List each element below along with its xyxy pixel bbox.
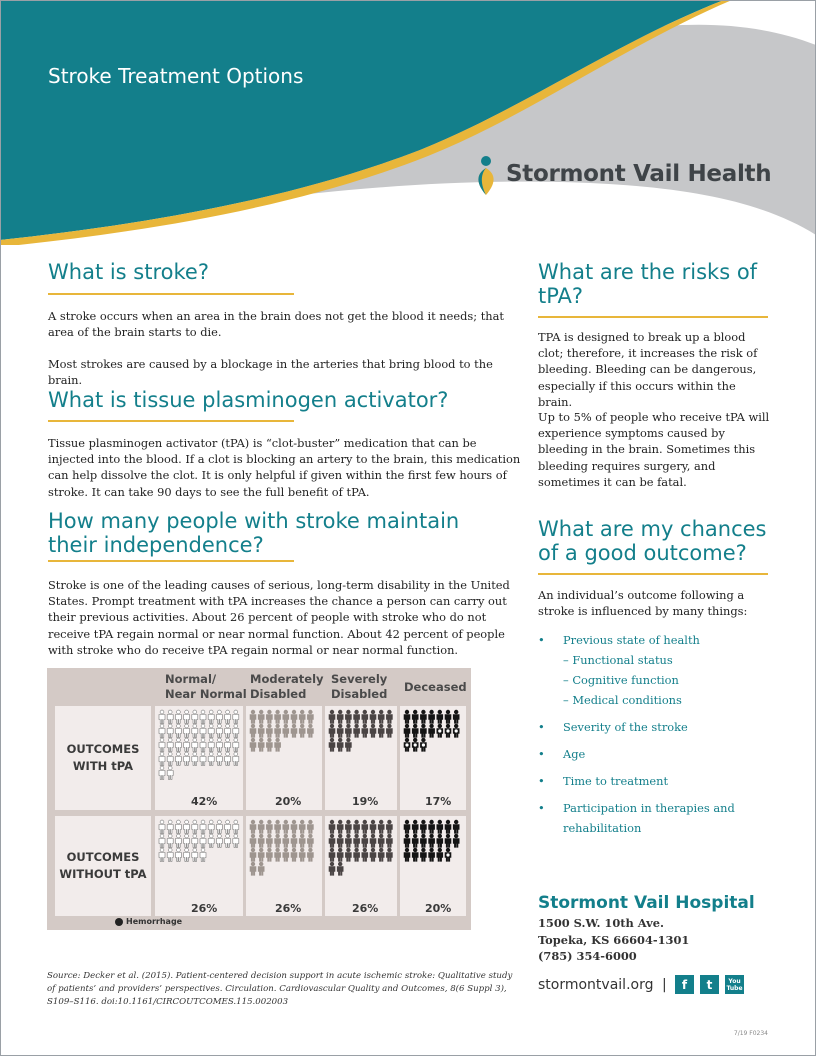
heading-what-is-stroke: What is stroke? (48, 260, 209, 284)
person-icon (307, 710, 313, 723)
person-icon (429, 834, 435, 847)
person-icon (225, 834, 231, 847)
person-icon (283, 820, 289, 833)
website-link[interactable] (538, 977, 667, 993)
person-icon (258, 834, 264, 847)
person-icon (362, 834, 368, 847)
person-icon (329, 738, 335, 751)
hemorrhage-icon (115, 918, 123, 926)
factor-item: • Previous state of health (538, 630, 778, 650)
person-icon (225, 752, 231, 765)
person-icon (307, 724, 313, 737)
person-icon (453, 820, 459, 833)
person-icon (437, 710, 443, 723)
row-label-without-tpa: OUTCOMES WITHOUT tPA (55, 816, 151, 916)
person-icon (258, 848, 264, 861)
person-icon (329, 862, 335, 875)
person-icon (159, 834, 165, 847)
person-icon (208, 752, 214, 765)
row-label-with-tpa: OUTCOMES WITH tPA (55, 706, 151, 810)
person-icon (437, 834, 443, 847)
person-icon (275, 834, 281, 847)
hemorrhage-marker-icon (446, 729, 449, 732)
person-icon (167, 848, 173, 861)
person-icon (200, 738, 206, 751)
pct-with-normal: 42% (191, 795, 218, 808)
person-icon (266, 710, 272, 723)
person-icon (345, 834, 351, 847)
person-icon (291, 724, 297, 737)
person-icon (167, 710, 173, 723)
person-icon (370, 848, 376, 861)
document-title: Stroke Treatment Options (48, 64, 304, 88)
person-icon (192, 710, 198, 723)
person-icon (250, 724, 256, 737)
factor-subitem: – Functional status (563, 653, 673, 667)
person-icon (453, 834, 459, 847)
person-icon (283, 834, 289, 847)
factor-subitem: – Cognitive function (563, 673, 679, 687)
col-head-normal: Normal/ Near Normal (165, 672, 247, 701)
hemorrhage-marker-icon (422, 743, 425, 746)
person-icon (167, 738, 173, 751)
person-icon (362, 820, 368, 833)
person-icon (354, 848, 360, 861)
person-icon (420, 820, 426, 833)
person-icon (378, 710, 384, 723)
person-icon (345, 710, 351, 723)
address-line-1: 1500 S.W. 10th Ave. (538, 916, 664, 930)
person-icon (175, 710, 181, 723)
factor-item: • Time to treatment (538, 771, 778, 791)
person-icon (275, 724, 281, 737)
outcome-factors-list (538, 630, 778, 838)
person-icon (283, 724, 289, 737)
person-icon (184, 752, 190, 765)
person-icon (225, 820, 231, 833)
person-icon (307, 834, 313, 847)
outcomes-chart (47, 668, 471, 930)
twitter-icon[interactable]: t (700, 975, 719, 994)
person-icon (275, 848, 281, 861)
person-icon (266, 820, 272, 833)
person-icon (370, 820, 376, 833)
person-icon (337, 820, 343, 833)
person-icon (175, 834, 181, 847)
person-icon (258, 862, 264, 875)
header (0, 0, 816, 245)
person-icon (412, 710, 418, 723)
person-icon (412, 834, 418, 847)
source-citation: Source: Decker et al. (2015). Patient-centered decision support in acute ischemic stroke: Qualitative study of patients’ and providers’ perspectives. Circulation. Cardiovascular Quality and Outcomes, 8(6 Suppl 3), S109–S116. doi:10.1161/CIRCOUTCOMES.115.002003 (47, 971, 513, 1007)
stroke-paragraph-2: Most strokes are caused by a blockage in the arteries that bring blood to the brain. (48, 357, 493, 388)
person-icon (354, 820, 360, 833)
heading-tpa: What is tissue plasminogen activator? (48, 388, 449, 412)
person-icon (175, 738, 181, 751)
person-icon (175, 724, 181, 737)
person-icon (167, 752, 173, 765)
person-icon (175, 820, 181, 833)
person-icon (192, 834, 198, 847)
person-icon (233, 710, 239, 723)
person-icon (208, 724, 214, 737)
person-icon (329, 834, 335, 847)
person-icon (200, 834, 206, 847)
person-icon (250, 834, 256, 847)
person-icon (378, 724, 384, 737)
hemorrhage-marker-icon (438, 729, 441, 732)
heading-rule (48, 420, 294, 422)
person-icon (291, 710, 297, 723)
person-icon (307, 848, 313, 861)
hemorrhage-marker-icon (405, 743, 408, 746)
person-icon (192, 724, 198, 737)
heading-chances: What are my chances of a good outcome? (538, 517, 767, 565)
person-icon (412, 724, 418, 737)
person-icon (266, 724, 272, 737)
separator: | (661, 977, 667, 993)
person-icon (337, 862, 343, 875)
person-icon (175, 752, 181, 765)
person-icon (404, 834, 410, 847)
person-icon (208, 738, 214, 751)
person-icon (216, 820, 222, 833)
person-icon (192, 848, 198, 861)
person-icon (354, 834, 360, 847)
hemorrhage-marker-icon (455, 729, 458, 732)
heading-rule (538, 573, 768, 575)
person-icon (275, 820, 281, 833)
person-icon (167, 766, 173, 779)
person-icon (370, 724, 376, 737)
person-icon (420, 724, 426, 737)
person-icon (208, 834, 214, 847)
brand-name: Stormont Vail Health (506, 161, 772, 187)
person-icon (250, 738, 256, 751)
person-icon (420, 834, 426, 847)
youtube-icon[interactable]: You Tube (725, 975, 744, 994)
person-icon (159, 848, 165, 861)
person-icon-grid (47, 668, 471, 930)
person-icon (200, 710, 206, 723)
person-icon (420, 848, 426, 861)
person-icon (445, 710, 451, 723)
person-icon (266, 848, 272, 861)
hemorrhage-marker-icon (414, 743, 417, 746)
brand-logo (472, 155, 772, 197)
person-icon (404, 724, 410, 737)
person-icon (258, 710, 264, 723)
person-icon (429, 848, 435, 861)
pct-without-deceased: 20% (425, 902, 452, 915)
person-icon (337, 710, 343, 723)
person-icon (299, 724, 305, 737)
phone-number: (785) 354-6000 (538, 949, 637, 963)
heading-independence: How many people with stroke maintain their independence? (48, 509, 460, 557)
person-icon (250, 862, 256, 875)
risks-paragraph-1: TPA is designed to break up a blood clot; therefore, it increases the risk of bleeding. Bleeding can be dangerous, especially if this occurs within the brain. (538, 330, 758, 409)
person-icon (250, 848, 256, 861)
person-icon (200, 848, 206, 861)
person-icon (362, 724, 368, 737)
person-icon (337, 724, 343, 737)
person-icon (337, 738, 343, 751)
person-icon (404, 848, 410, 861)
person-icon (345, 848, 351, 861)
person-icon (233, 752, 239, 765)
col-head-deceased: Deceased (404, 680, 467, 694)
person-icon (329, 724, 335, 737)
person-icon (250, 820, 256, 833)
person-icon (429, 820, 435, 833)
person-icon (167, 724, 173, 737)
stroke-paragraph-1: A stroke occurs when an area in the brain does not get the blood it needs; that area of the brain starts to die. (48, 309, 504, 340)
tpa-paragraph: Tissue plasminogen activator (tPA) is “clot-buster” medication that can be injected into the blood. If a clot is blocking an artery to the brain, this medication can help dissolve the clot. It is only helpful if given within the first few hours of stroke. It can take 90 days to see the full benefit of tPA. (48, 436, 521, 499)
person-icon (437, 848, 443, 861)
person-icon (266, 834, 272, 847)
chart-legend (115, 917, 182, 926)
person-icon (192, 820, 198, 833)
person-icon (386, 724, 392, 737)
person-icon (386, 834, 392, 847)
person-icon (192, 752, 198, 765)
pct-with-deceased: 17% (425, 795, 452, 808)
person-icon (233, 820, 239, 833)
person-icon (184, 710, 190, 723)
person-icon (200, 820, 206, 833)
person-icon (216, 834, 222, 847)
person-icon (420, 710, 426, 723)
person-icon (184, 820, 190, 833)
person-icon (159, 820, 165, 833)
person-icon (233, 724, 239, 737)
person-icon (378, 820, 384, 833)
person-icon (386, 820, 392, 833)
pct-without-severe: 26% (352, 902, 379, 915)
col-head-moderate: Moderately Disabled (250, 672, 324, 701)
person-icon (184, 738, 190, 751)
person-icon (404, 710, 410, 723)
person-icon (345, 724, 351, 737)
person-icon (307, 820, 313, 833)
pct-without-moderate: 26% (275, 902, 302, 915)
person-icon (345, 820, 351, 833)
person-icon (192, 738, 198, 751)
person-icon (159, 738, 165, 751)
person-icon (159, 752, 165, 765)
factor-item: • Participation in therapies and rehabilitation (538, 798, 778, 838)
form-code: 7/19 F0234 (733, 1030, 768, 1037)
hospital-name: Stormont Vail Hospital (538, 893, 755, 913)
person-icon (362, 710, 368, 723)
person-icon (370, 834, 376, 847)
heading-rule (538, 316, 768, 318)
person-icon (429, 724, 435, 737)
person-icon (200, 724, 206, 737)
person-icon (291, 820, 297, 833)
person-icon (159, 766, 165, 779)
person-icon (378, 834, 384, 847)
header-wave (0, 0, 816, 245)
person-icon (412, 820, 418, 833)
brand-mark-icon (472, 155, 500, 197)
person-icon (275, 710, 281, 723)
legend-label: Hemorrhage (126, 917, 183, 926)
person-icon (275, 738, 281, 751)
factor-subitem: – Medical conditions (563, 693, 682, 707)
person-icon (167, 820, 173, 833)
website-text[interactable]: stormontvail.org (538, 977, 654, 993)
person-icon (216, 738, 222, 751)
person-icon (184, 848, 190, 861)
person-icon (299, 710, 305, 723)
heading-risks: What are the risks of tPA? (538, 260, 758, 308)
person-icon (429, 710, 435, 723)
person-icon (453, 710, 459, 723)
person-icon (167, 834, 173, 847)
facebook-icon[interactable]: f (675, 975, 694, 994)
independence-paragraph: Stroke is one of the leading causes of serious, long-term disability in the United States. Prompt treatment with tPA increases the chance a person can carry out their previous activities. About 26 percent of people with stroke who do not receive tPA regain normal or near normal function. About 42 percent of people with stroke who do receive tPA regain normal or near normal function. (48, 578, 510, 657)
person-icon (225, 738, 231, 751)
chances-paragraph: An individual’s outcome following a stroke is influenced by many things: (538, 588, 748, 619)
person-icon (329, 820, 335, 833)
person-icon (233, 834, 239, 847)
person-icon (258, 738, 264, 751)
person-icon (225, 724, 231, 737)
person-icon (208, 820, 214, 833)
person-icon (299, 834, 305, 847)
person-icon (445, 834, 451, 847)
person-icon (291, 848, 297, 861)
person-icon (208, 710, 214, 723)
pct-with-severe: 19% (352, 795, 379, 808)
person-icon (216, 752, 222, 765)
person-icon (291, 834, 297, 847)
person-icon (370, 710, 376, 723)
person-icon (354, 710, 360, 723)
person-icon (386, 848, 392, 861)
person-icon (329, 848, 335, 861)
person-icon (258, 724, 264, 737)
heading-rule (48, 560, 294, 562)
col-head-severe: Severely Disabled (331, 672, 388, 701)
person-icon (386, 710, 392, 723)
pct-with-moderate: 20% (275, 795, 302, 808)
person-icon (299, 848, 305, 861)
factor-item: • Age (538, 744, 778, 764)
person-icon (184, 834, 190, 847)
person-icon (404, 820, 410, 833)
person-icon (225, 710, 231, 723)
person-icon (184, 724, 190, 737)
risks-paragraph-2: Up to 5% of people who receive tPA will experience symptoms caused by bleeding in the brain. Sometimes this bleeding requires surgery, and sometimes it can be fatal. (538, 410, 770, 489)
person-icon (299, 820, 305, 833)
person-icon (337, 848, 343, 861)
person-icon (159, 710, 165, 723)
person-icon (175, 848, 181, 861)
person-icon (216, 710, 222, 723)
person-icon (283, 710, 289, 723)
person-icon (337, 834, 343, 847)
person-icon (329, 710, 335, 723)
hemorrhage-marker-icon (446, 853, 449, 856)
pct-without-normal: 26% (191, 902, 218, 915)
person-icon (378, 848, 384, 861)
person-icon (159, 724, 165, 737)
person-icon (258, 820, 264, 833)
person-icon (200, 752, 206, 765)
person-icon (233, 738, 239, 751)
heading-rule (48, 293, 294, 295)
person-icon (266, 738, 272, 751)
person-icon (412, 848, 418, 861)
address-line-2: Topeka, KS 66604-1301 (538, 933, 690, 947)
person-icon (283, 848, 289, 861)
person-icon (345, 738, 351, 751)
person-icon (354, 724, 360, 737)
person-icon (250, 710, 256, 723)
factor-item: • Severity of the stroke (538, 717, 778, 737)
person-icon (445, 820, 451, 833)
person-icon (216, 724, 222, 737)
person-icon (362, 848, 368, 861)
person-icon (437, 820, 443, 833)
